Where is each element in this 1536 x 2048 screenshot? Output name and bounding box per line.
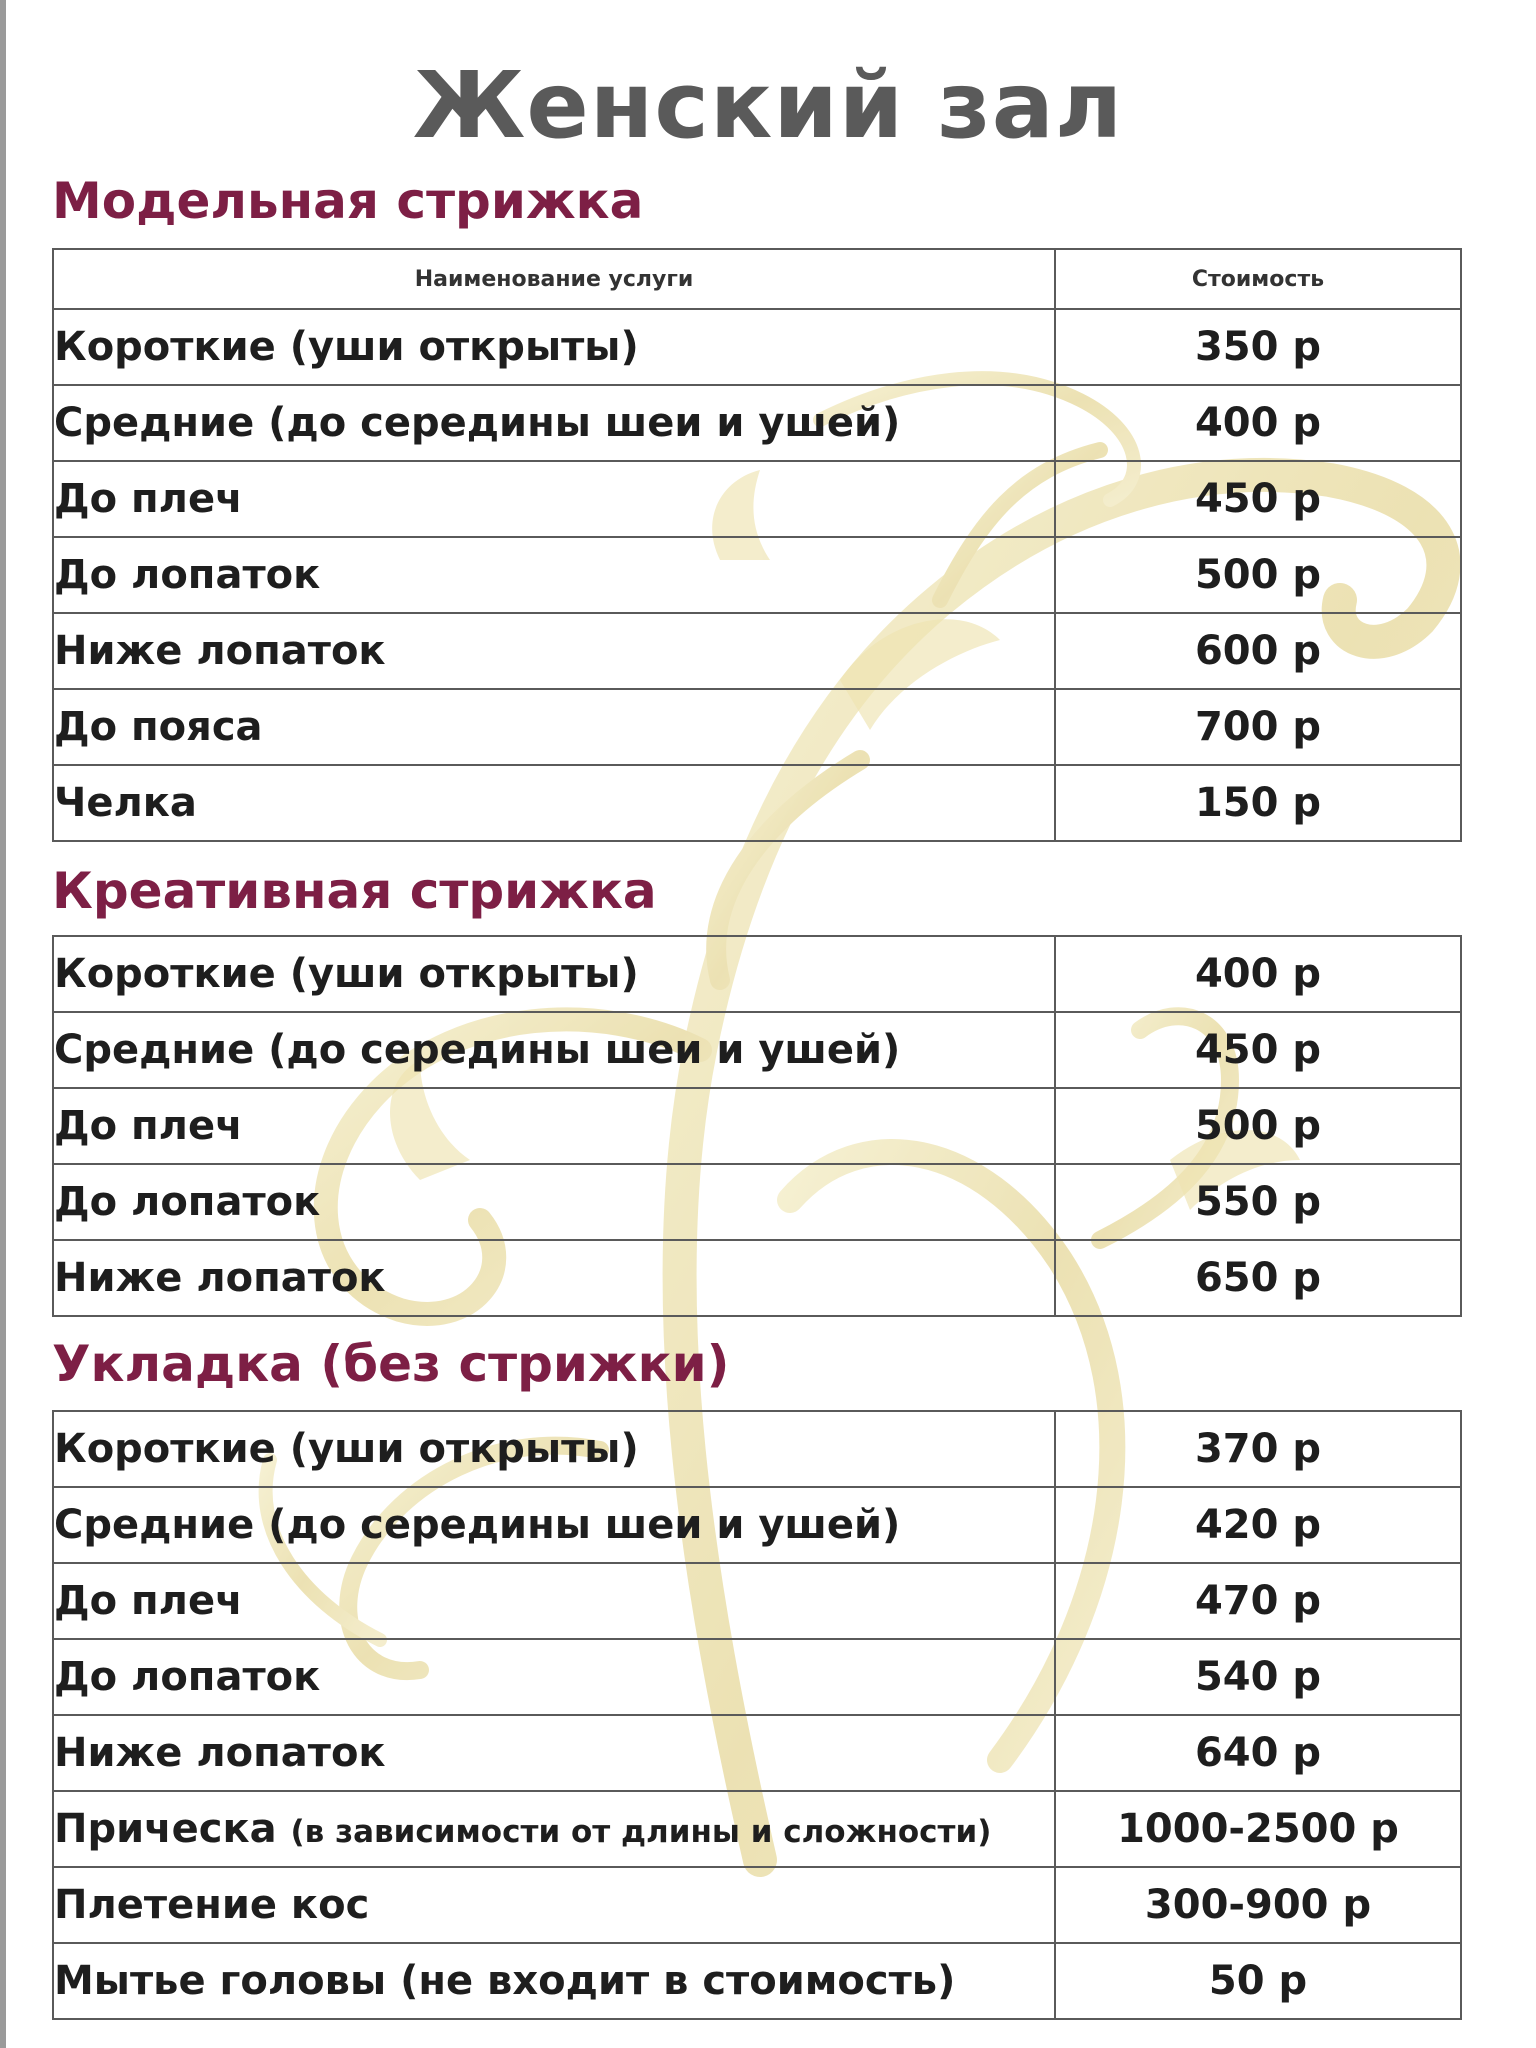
- table-row: [53, 765, 1461, 841]
- service-name-with-note: [53, 1791, 1055, 1867]
- service-price: 650 р: [1055, 1240, 1461, 1316]
- service-name: До плеч: [53, 461, 1055, 537]
- service-price: 540 р: [1055, 1639, 1461, 1715]
- service-price: 550 р: [1055, 1164, 1461, 1240]
- service-price: 1000-2500 р: [1055, 1791, 1461, 1867]
- service-price: 350 р: [1055, 309, 1461, 385]
- service-price: 370 р: [1055, 1411, 1461, 1487]
- service-price: 400 р: [1055, 936, 1461, 1012]
- service-price: 450 р: [1055, 461, 1461, 537]
- column-header-price: Стоимость: [1055, 249, 1461, 309]
- service-name: До лопаток: [53, 1639, 1055, 1715]
- service-price: 500 р: [1055, 1088, 1461, 1164]
- service-name: Ниже лопаток: [53, 1240, 1055, 1316]
- service-name: До пояса: [53, 689, 1055, 765]
- table-row: [53, 1715, 1461, 1791]
- page-title: Женский зал: [412, 52, 1124, 159]
- table-row: [53, 1240, 1461, 1316]
- table-row: [53, 1943, 1461, 2019]
- table-row: [53, 1088, 1461, 1164]
- service-price: 450 р: [1055, 1012, 1461, 1088]
- service-name: До плеч: [53, 1563, 1055, 1639]
- column-header-service-name: Наименование услуги: [53, 249, 1055, 309]
- service-name: Прическа: [54, 1806, 277, 1852]
- service-price: 150 р: [1055, 765, 1461, 841]
- service-name: Средние (до середины шеи и ушей): [53, 1487, 1055, 1563]
- table-row: [53, 1791, 1461, 1867]
- service-price: 700 р: [1055, 689, 1461, 765]
- service-name: Короткие (уши открыты): [53, 936, 1055, 1012]
- service-price: 600 р: [1055, 613, 1461, 689]
- table-row: [53, 1867, 1461, 1943]
- table-row: [53, 537, 1461, 613]
- price-table-styling: [52, 1410, 1462, 2020]
- service-price: 640 р: [1055, 1715, 1461, 1791]
- service-name: Средние (до середины шеи и ушей): [53, 1012, 1055, 1088]
- service-price: 400 р: [1055, 385, 1461, 461]
- price-table-model-haircut: [52, 248, 1462, 842]
- table-row: [53, 461, 1461, 537]
- section-title-model-haircut: Модельная стрижка: [52, 172, 644, 230]
- service-name: Средние (до середины шеи и ушей): [53, 385, 1055, 461]
- service-name: Ниже лопаток: [53, 1715, 1055, 1791]
- service-price: 50 р: [1055, 1943, 1461, 2019]
- price-table-creative-haircut: [52, 935, 1462, 1317]
- service-price: 470 р: [1055, 1563, 1461, 1639]
- table-row: [53, 1487, 1461, 1563]
- service-name: Челка: [53, 765, 1055, 841]
- service-name: Короткие (уши открыты): [53, 309, 1055, 385]
- service-name: До лопаток: [53, 537, 1055, 613]
- table-row: [53, 385, 1461, 461]
- service-name: Короткие (уши открыты): [53, 1411, 1055, 1487]
- service-name: Мытье головы (не входит в стоимость): [53, 1943, 1055, 2019]
- table-row: [53, 309, 1461, 385]
- section-title-styling: Укладка (без стрижки): [52, 1335, 730, 1393]
- service-name: До плеч: [53, 1088, 1055, 1164]
- section-title-creative-haircut: Креативная стрижка: [52, 862, 657, 920]
- table-row: [53, 1639, 1461, 1715]
- table-row: [53, 1411, 1461, 1487]
- service-name: Ниже лопаток: [53, 613, 1055, 689]
- table-row: [53, 1164, 1461, 1240]
- service-price: 500 р: [1055, 537, 1461, 613]
- table-row: [53, 613, 1461, 689]
- service-price: 300-900 р: [1055, 1867, 1461, 1943]
- service-price: 420 р: [1055, 1487, 1461, 1563]
- service-name: До лопаток: [53, 1164, 1055, 1240]
- table-row: [53, 1563, 1461, 1639]
- table-row: [53, 936, 1461, 1012]
- table-row: [53, 689, 1461, 765]
- service-note: (в зависимости от длины и сложности): [290, 1814, 992, 1850]
- table-header-row: [53, 249, 1461, 309]
- service-name: Плетение кос: [53, 1867, 1055, 1943]
- table-row: [53, 1012, 1461, 1088]
